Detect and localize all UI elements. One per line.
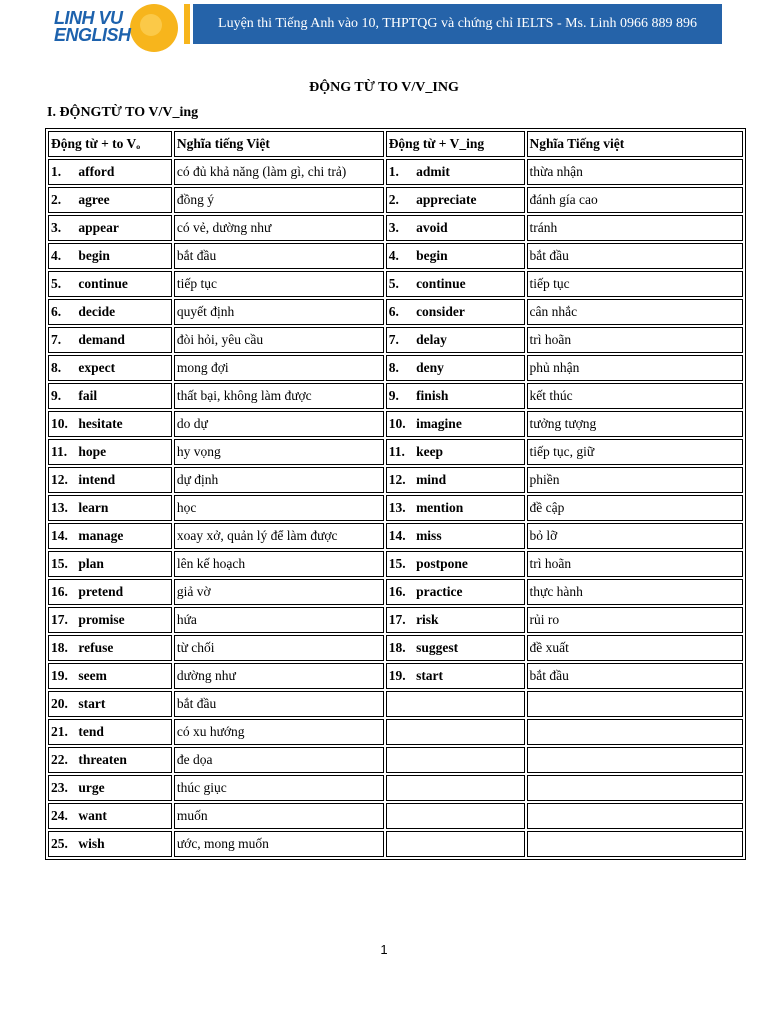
verb-cell — [386, 747, 525, 773]
verb-text: keep — [416, 444, 444, 459]
verb-cell — [48, 551, 172, 577]
verb-cell — [386, 271, 525, 297]
item-number: 19. — [51, 668, 68, 683]
meaning-cell: phiền — [527, 467, 744, 493]
verb-text: suggest — [416, 640, 459, 655]
verb-text: imagine — [416, 416, 462, 431]
verb-text: agree — [78, 192, 110, 207]
verb-text: promise — [78, 612, 125, 627]
verb-cell — [48, 243, 172, 269]
table-row — [48, 411, 743, 437]
verb-cell — [48, 663, 172, 689]
verb-text: manage — [78, 528, 124, 543]
verb-text: pretend — [78, 584, 124, 599]
verb-cell — [48, 635, 172, 661]
verb-cell — [386, 691, 525, 717]
meaning-cell: trì hoãn — [527, 551, 744, 577]
verb-cell — [386, 355, 525, 381]
verb-cell — [386, 243, 525, 269]
verb-text: expect — [78, 360, 116, 375]
verb-cell — [386, 551, 525, 577]
column-header: Nghĩa Tiếng việt — [527, 131, 744, 157]
verb-text: hesitate — [78, 416, 123, 431]
verb-text: finish — [416, 388, 449, 403]
verb-cell — [386, 383, 525, 409]
verb-text: begin — [78, 248, 110, 263]
table-row — [48, 383, 743, 409]
verb-text: decide — [78, 304, 116, 319]
table-row — [48, 747, 743, 773]
table-row — [48, 635, 743, 661]
meaning-cell: quyết định — [174, 299, 384, 325]
verb-text: practice — [416, 584, 463, 599]
table-row — [48, 663, 743, 689]
page-header — [0, 0, 768, 50]
verb-text: start — [416, 668, 444, 683]
sun-logo-icon — [130, 4, 178, 52]
verb-cell — [386, 495, 525, 521]
table-row — [48, 831, 743, 857]
table-row — [48, 299, 743, 325]
logo-wordmark — [54, 10, 131, 44]
section-heading: I. ĐỘNGTỪ TO V/V_ing — [47, 105, 199, 120]
meaning-cell: đòi hỏi, yêu cầu — [174, 327, 384, 353]
document-title: ĐỘNG TỪ TO V/V_ING — [309, 80, 459, 95]
item-number: 13. — [51, 500, 68, 515]
item-number: 10. — [51, 416, 68, 431]
verb-text: mind — [416, 472, 447, 487]
meaning-cell: tiếp tục — [527, 271, 744, 297]
meaning-cell: bắt đầu — [527, 243, 744, 269]
meaning-cell: học — [174, 495, 384, 521]
verb-cell — [386, 327, 525, 353]
meaning-cell: tránh — [527, 215, 744, 241]
logo-line-1: LINH VU — [54, 8, 123, 28]
table-row — [48, 719, 743, 745]
item-number: 23. — [51, 780, 68, 795]
meaning-cell: xoay xở, quản lý để làm được — [174, 523, 384, 549]
item-number: 6. — [388, 304, 399, 319]
meaning-cell: dường như — [174, 663, 384, 689]
verb-cell — [386, 159, 525, 185]
verb-text: risk — [416, 612, 439, 627]
logo-line-2: ENGLISH — [54, 25, 131, 45]
item-number: 19. — [388, 668, 406, 683]
item-number: 11. — [51, 444, 68, 459]
item-number: 11. — [388, 444, 405, 459]
meaning-cell: thúc giục — [174, 775, 384, 801]
item-number: 15. — [388, 556, 406, 571]
meaning-cell: kết thúc — [527, 383, 744, 409]
verb-text: admit — [416, 164, 450, 179]
item-number: 7. — [388, 332, 399, 347]
verb-cell — [386, 299, 525, 325]
verb-cell — [48, 607, 172, 633]
item-number: 21. — [51, 724, 68, 739]
meaning-cell: muốn — [174, 803, 384, 829]
table-row — [48, 691, 743, 717]
meaning-cell: hứa — [174, 607, 384, 633]
item-number: 17. — [51, 612, 68, 627]
item-number: 7. — [51, 332, 62, 347]
meaning-cell: giả vờ — [174, 579, 384, 605]
item-number: 9. — [388, 388, 399, 403]
verb-cell — [48, 299, 172, 325]
verb-text: begin — [416, 248, 448, 263]
verb-text: miss — [416, 528, 442, 543]
meaning-cell: thừa nhận — [527, 159, 744, 185]
item-number: 20. — [51, 696, 68, 711]
table-row — [48, 467, 743, 493]
verb-cell — [386, 635, 525, 661]
verb-cell — [48, 691, 172, 717]
item-number: 6. — [51, 304, 62, 319]
item-number: 4. — [51, 248, 62, 263]
verb-text: demand — [78, 332, 125, 347]
verb-cell — [48, 159, 172, 185]
verb-text: hope — [78, 444, 107, 459]
meaning-cell: bắt đầu — [527, 663, 744, 689]
meaning-cell: ước, mong muốn — [174, 831, 384, 857]
item-number: 15. — [51, 556, 68, 571]
meaning-cell: đề xuất — [527, 635, 744, 661]
verb-text: start — [78, 696, 106, 711]
meaning-cell — [527, 803, 744, 829]
item-number: 12. — [51, 472, 68, 487]
verb-text: urge — [78, 780, 105, 795]
verb-cell — [48, 439, 172, 465]
verb-cell — [48, 411, 172, 437]
meaning-cell — [527, 719, 744, 745]
meaning-cell — [527, 747, 744, 773]
meaning-cell: rủi ro — [527, 607, 744, 633]
meaning-cell: cân nhắc — [527, 299, 744, 325]
verb-text: afford — [78, 164, 115, 179]
verb-text: mention — [416, 500, 464, 515]
verb-cell — [386, 523, 525, 549]
item-number: 3. — [51, 220, 62, 235]
verb-text: deny — [416, 360, 444, 375]
item-number: 12. — [388, 472, 406, 487]
verb-cell — [386, 187, 525, 213]
meaning-cell — [527, 691, 744, 717]
item-number: 17. — [388, 612, 406, 627]
item-number: 25. — [51, 836, 68, 851]
table-row — [48, 327, 743, 353]
meaning-cell: thực hành — [527, 579, 744, 605]
table-row — [48, 271, 743, 297]
table-row — [48, 775, 743, 801]
verb-text: fail — [78, 388, 98, 403]
item-number: 18. — [388, 640, 406, 655]
meaning-cell: bỏ lỡ — [527, 523, 744, 549]
table-header-row — [48, 131, 743, 157]
verb-cell — [48, 467, 172, 493]
item-number: 16. — [51, 584, 68, 599]
verb-text: delay — [416, 332, 447, 347]
meaning-cell: đe dọa — [174, 747, 384, 773]
verb-cell — [48, 327, 172, 353]
verb-cell — [48, 719, 172, 745]
verb-text: postpone — [416, 556, 468, 571]
verb-text: tend — [78, 724, 104, 739]
table-row — [48, 523, 743, 549]
verb-cell — [48, 215, 172, 241]
meaning-cell: đề cập — [527, 495, 744, 521]
meaning-cell: hy vọng — [174, 439, 384, 465]
table-row — [48, 187, 743, 213]
meaning-cell — [527, 831, 744, 857]
verb-cell — [48, 355, 172, 381]
item-number: 18. — [51, 640, 68, 655]
meaning-cell: tiếp tục, giữ — [527, 439, 744, 465]
verb-cell — [48, 803, 172, 829]
item-number: 22. — [51, 752, 68, 767]
item-number: 5. — [51, 276, 62, 291]
item-number: 13. — [388, 500, 406, 515]
verb-cell — [48, 747, 172, 773]
verb-cell — [386, 215, 525, 241]
header-banner — [193, 4, 722, 44]
verb-cell — [386, 467, 525, 493]
verb-cell — [48, 775, 172, 801]
meaning-cell: có vẻ, dường như — [174, 215, 384, 241]
verb-text: plan — [78, 556, 104, 571]
verb-cell — [48, 523, 172, 549]
meaning-cell: bắt đầu — [174, 691, 384, 717]
item-number: 5. — [388, 276, 399, 291]
verb-text: refuse — [78, 640, 114, 655]
verb-cell — [386, 803, 525, 829]
meaning-cell: lên kế hoạch — [174, 551, 384, 577]
meaning-cell: tưởng tượng — [527, 411, 744, 437]
verb-cell — [48, 579, 172, 605]
banner-text: Luyện thi Tiếng Anh vào 10, THPTQG và chứng chỉ IELTS - Ms. Linh 0966 889 896 — [218, 16, 697, 31]
page-number: 1 — [380, 942, 388, 957]
column-header: Động từ + V_ing — [386, 131, 525, 157]
item-number: 10. — [388, 416, 406, 431]
verb-cell — [386, 579, 525, 605]
meaning-cell: từ chối — [174, 635, 384, 661]
verb-table — [45, 128, 746, 860]
item-number: 8. — [51, 360, 62, 375]
table-row — [48, 215, 743, 241]
verb-cell — [386, 831, 525, 857]
item-number: 1. — [51, 164, 62, 179]
item-number: 2. — [388, 192, 399, 207]
verb-cell — [386, 439, 525, 465]
verb-cell — [386, 719, 525, 745]
verb-cell — [48, 495, 172, 521]
verb-cell — [386, 663, 525, 689]
verb-text: consider — [416, 304, 465, 319]
verb-text: appreciate — [416, 192, 477, 207]
verb-cell — [48, 187, 172, 213]
item-number: 4. — [388, 248, 399, 263]
table-row — [48, 159, 743, 185]
item-number: 3. — [388, 220, 399, 235]
verb-text: wish — [78, 836, 105, 851]
item-number: 8. — [388, 360, 399, 375]
verb-cell — [386, 607, 525, 633]
verb-cell — [386, 411, 525, 437]
meaning-cell: thất bại, không làm được — [174, 383, 384, 409]
verb-text: threaten — [78, 752, 127, 767]
verb-text: continue — [78, 276, 128, 291]
column-header: Nghĩa tiếng Việt — [174, 131, 384, 157]
linh-vu-english-logo — [50, 4, 180, 48]
column-header: Động từ + to Vₒ — [48, 131, 172, 157]
meaning-cell: trì hoãn — [527, 327, 744, 353]
meaning-cell: có xu hướng — [174, 719, 384, 745]
item-number: 16. — [388, 584, 406, 599]
table-row — [48, 551, 743, 577]
meaning-cell: mong đợi — [174, 355, 384, 381]
table-row — [48, 607, 743, 633]
verb-text: appear — [78, 220, 119, 235]
verb-text: intend — [78, 472, 116, 487]
verb-text: learn — [78, 500, 109, 515]
verb-cell — [386, 775, 525, 801]
item-number: 1. — [388, 164, 399, 179]
item-number: 9. — [51, 388, 62, 403]
verb-cell — [48, 271, 172, 297]
table-row — [48, 439, 743, 465]
verb-cell — [48, 831, 172, 857]
verb-text: want — [78, 808, 107, 823]
verb-cell — [48, 383, 172, 409]
header-accent-bar — [184, 4, 190, 44]
verb-text: avoid — [416, 220, 448, 235]
item-number: 14. — [51, 528, 68, 543]
table-row — [48, 355, 743, 381]
table-row — [48, 803, 743, 829]
meaning-cell: phủ nhận — [527, 355, 744, 381]
item-number: 14. — [388, 528, 406, 543]
meaning-cell: đồng ý — [174, 187, 384, 213]
meaning-cell: có đủ khả năng (làm gì, chi trả) — [174, 159, 384, 185]
meaning-cell: bắt đầu — [174, 243, 384, 269]
verb-text: continue — [416, 276, 466, 291]
meaning-cell: do dự — [174, 411, 384, 437]
verb-text: seem — [78, 668, 107, 683]
table-row — [48, 495, 743, 521]
table-row — [48, 579, 743, 605]
meaning-cell: tiếp tục — [174, 271, 384, 297]
table-row — [48, 243, 743, 269]
meaning-cell: dự định — [174, 467, 384, 493]
item-number: 24. — [51, 808, 68, 823]
meaning-cell — [527, 775, 744, 801]
meaning-cell: đánh gía cao — [527, 187, 744, 213]
item-number: 2. — [51, 192, 62, 207]
